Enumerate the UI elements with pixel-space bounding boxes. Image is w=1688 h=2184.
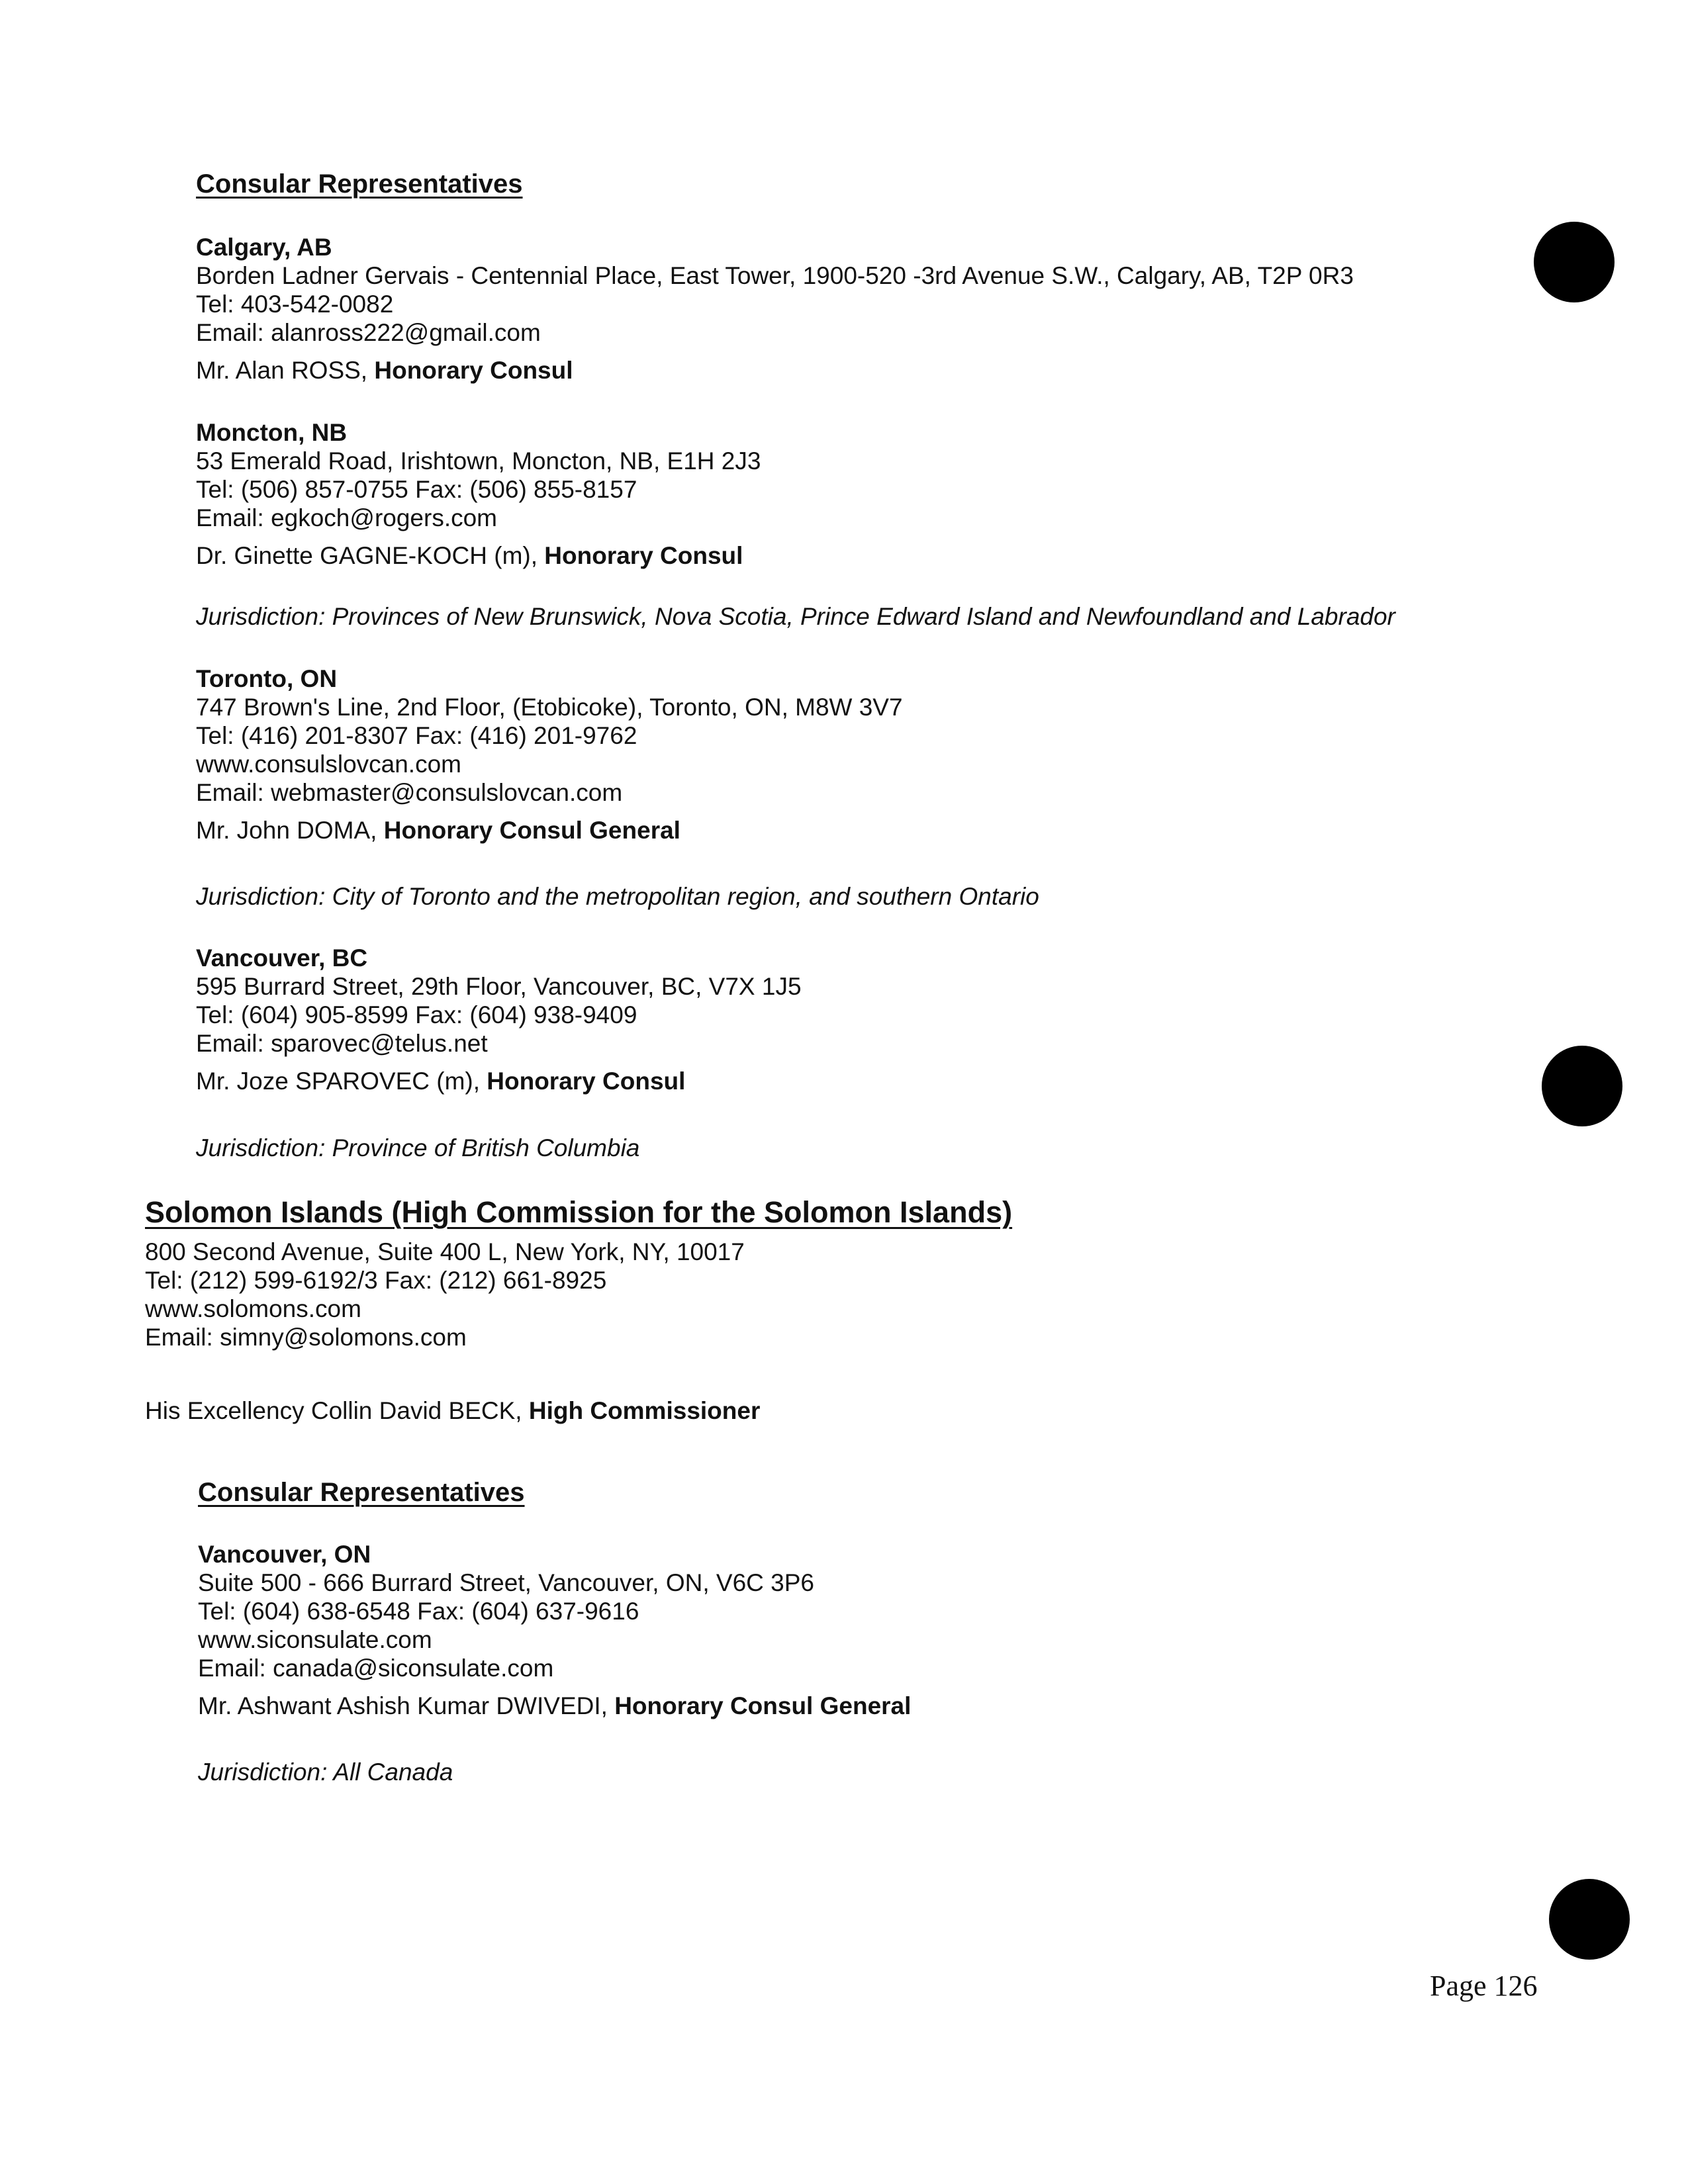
office-phone: Tel: 403-542-0082 <box>196 291 394 318</box>
office-address: Borden Ladner Gervais - Centennial Place, East Tower, 1900-520 -3rd Avenue S.W., Calgary, AB, T2P 0R3 <box>196 262 1354 289</box>
office-representative <box>196 816 903 844</box>
office-toronto <box>196 664 903 844</box>
office-address: 747 Brown's Line, 2nd Floor, (Etobicoke), Toronto, ON, M8W 3V7 <box>196 694 903 721</box>
representative-name: Mr. Alan ROSS, <box>196 357 375 384</box>
office-email: Email: canada@siconsulate.com <box>198 1655 554 1682</box>
office-address: 595 Burrard Street, 29th Floor, Vancouver, BC, V7X 1J5 <box>196 973 802 1000</box>
office-email: Email: webmaster@consulslovcan.com <box>196 779 623 806</box>
country-heading: Solomon Islands (High Commission for the Solomon Islands) <box>145 1195 1013 1229</box>
office-city: Vancouver, ON <box>198 1541 371 1568</box>
office-vancouver-bc <box>196 944 802 1095</box>
office-address: Suite 500 - 666 Burrard Street, Vancouver, ON, V6C 3P6 <box>198 1569 814 1596</box>
representative-title: Honorary Consul <box>544 542 743 569</box>
representative-name: Mr. Ashwant Ashish Kumar DWIVEDI, <box>198 1692 615 1719</box>
office-city: Vancouver, BC <box>196 944 368 972</box>
country-phone: Tel: (212) 599-6192/3 Fax: (212) 661-8925 <box>145 1267 607 1294</box>
representative-title: Honorary Consul General <box>614 1692 912 1719</box>
office-vancouver-on <box>198 1540 911 1720</box>
office-phone: Tel: (506) 857-0755 Fax: (506) 855-8157 <box>196 476 637 503</box>
office-representative <box>198 1692 911 1720</box>
office-jurisdiction: Jurisdiction: Provinces of New Brunswick, Nova Scotia, Prince Edward Island and Newfoundland and Labrador <box>196 603 1395 630</box>
representative-title: High Commissioner <box>528 1397 761 1424</box>
consular-representatives-heading: Consular Representatives <box>196 169 523 199</box>
binder-hole <box>1542 1046 1622 1126</box>
country-email: Email: simny@solomons.com <box>145 1324 467 1351</box>
office-website: www.consulslovcan.com <box>196 751 461 778</box>
office-jurisdiction: Jurisdiction: All Canada <box>198 1758 453 1786</box>
binder-hole <box>1534 222 1615 302</box>
office-address: 53 Emerald Road, Irishtown, Moncton, NB, E1H 2J3 <box>196 447 761 475</box>
office-email: Email: egkoch@rogers.com <box>196 504 498 531</box>
office-jurisdiction: Jurisdiction: Province of British Columbia <box>196 1134 640 1161</box>
office-city: Calgary, AB <box>196 234 332 261</box>
representative-name: Mr. John DOMA, <box>196 817 384 844</box>
office-email: Email: alanross222@gmail.com <box>196 319 541 346</box>
office-representative <box>196 1067 802 1095</box>
representative-title: Honorary Consul <box>374 357 573 384</box>
representative-title: Honorary Consul General <box>383 817 680 844</box>
country-contact <box>145 1238 745 1351</box>
office-jurisdiction: Jurisdiction: City of Toronto and the metropolitan region, and southern Ontario <box>196 883 1039 910</box>
representative-name: His Excellency Collin David BECK, <box>145 1397 529 1424</box>
office-phone: Tel: (416) 201-8307 Fax: (416) 201-9762 <box>196 722 637 749</box>
office-calgary <box>196 233 1354 385</box>
country-website: www.solomons.com <box>145 1295 361 1322</box>
office-email: Email: sparovec@telus.net <box>196 1030 488 1057</box>
representative-name: Mr. Joze SPAROVEC (m), <box>196 1068 487 1095</box>
office-moncton <box>196 418 761 570</box>
page-number: Page 126 <box>1430 1970 1538 2002</box>
country-address: 800 Second Avenue, Suite 400 L, New York, NY, 10017 <box>145 1238 745 1265</box>
representative-title: Honorary Consul <box>487 1068 686 1095</box>
office-city: Toronto, ON <box>196 665 338 692</box>
office-representative <box>196 356 1354 385</box>
office-phone: Tel: (604) 905-8599 Fax: (604) 938-9409 <box>196 1001 637 1028</box>
representative-name: Dr. Ginette GAGNE-KOCH (m), <box>196 542 545 569</box>
country-head-of-mission <box>145 1396 760 1425</box>
binder-hole <box>1549 1879 1630 1960</box>
office-website: www.siconsulate.com <box>198 1626 432 1653</box>
consular-representatives-heading: Consular Representatives <box>198 1478 525 1507</box>
office-phone: Tel: (604) 638-6548 Fax: (604) 637-9616 <box>198 1598 639 1625</box>
office-city: Moncton, NB <box>196 419 348 446</box>
office-representative <box>196 541 761 570</box>
